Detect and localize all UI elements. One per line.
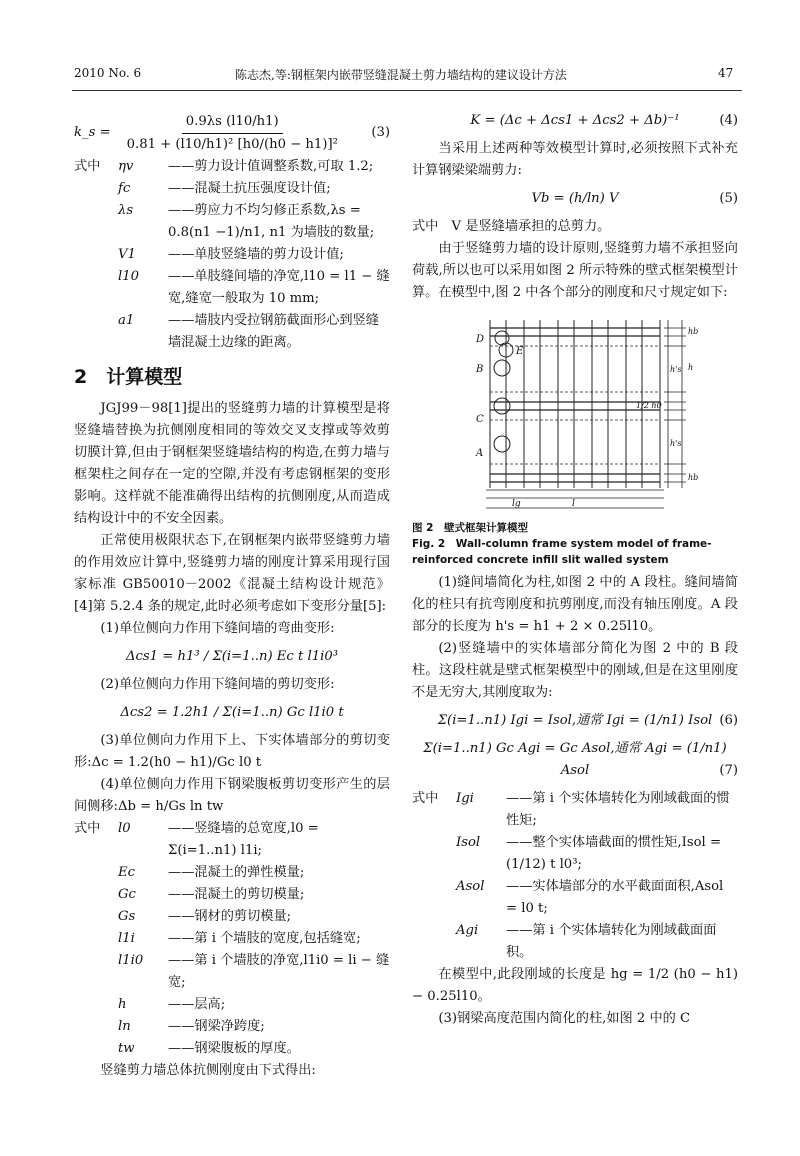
eq7-number: (7) bbox=[719, 763, 738, 778]
paragraph-column-B: (2)竖缝墙中的实体墙部分简化为图 2 中的 B 段柱。这段柱就是壁式框架模型中的刚域,但是在这里刚度不是无穷大,其刚度取为: bbox=[412, 641, 738, 700]
wall-column-frame-diagram bbox=[412, 310, 738, 520]
eq3-denominator: 0.81 + (l10/h1)² [h0/(h0 − h1)]² bbox=[126, 136, 338, 152]
eq3-number: (3) bbox=[371, 125, 390, 140]
definition-sym: Gs bbox=[118, 909, 136, 924]
figure-2 bbox=[412, 310, 738, 520]
dim-hb-bottom: hb bbox=[688, 473, 699, 482]
journal-issue: 2010 No. 6 bbox=[74, 66, 142, 80]
definition-sym: ln bbox=[118, 1019, 131, 1034]
definitions-list-1 bbox=[74, 156, 390, 354]
section-title: 计算模型 bbox=[106, 366, 183, 388]
definition-text: ——第 i 个墙肢的宽度,包括缝宽; bbox=[168, 931, 361, 946]
definition-item bbox=[74, 818, 390, 862]
dim-lg: lg bbox=[512, 499, 521, 509]
definition-sym: Asol bbox=[456, 879, 485, 894]
definition-text: ——第 i 个实体墙转化为刚域截面的惯性矩; bbox=[506, 791, 730, 828]
definition-label bbox=[412, 920, 456, 964]
definition-text: ——层高; bbox=[168, 997, 226, 1012]
definition-sym: Igi bbox=[456, 791, 474, 806]
definition-item bbox=[74, 906, 390, 928]
definitions-list-3 bbox=[412, 788, 738, 964]
definition-label bbox=[74, 178, 118, 200]
definition-label bbox=[74, 244, 118, 266]
definition-item bbox=[74, 310, 390, 354]
equation-5 bbox=[412, 188, 738, 210]
paragraph-model-intro: JGJ99－98[1]提出的竖缝剪力墙的计算模型是将竖缝墙替换为抗侧刚度相同的等效交叉支撑或等效剪切膜计算,但由于钢框架竖缝墙结构的构造,在剪力墙与框架柱之间存在一定的空隙,并没有考虑钢框架的变形影响。这样就不能准确得出结构的抗侧刚度,从而造成结构设计中的不安全因素。 bbox=[74, 401, 390, 526]
definition-text: ——竖缝墙的总宽度,l0 = Σ(i=1..n1) l1i; bbox=[168, 821, 319, 858]
definition-sym: Isol bbox=[456, 835, 481, 850]
definition-label bbox=[74, 950, 118, 994]
figure-caption-en: Fig. 2 Wall-column frame system model of frame-reinforced concrete infill slit walled system bbox=[412, 538, 712, 566]
paragraph-total-stiffness: 竖缝剪力墙总体抗侧刚度由下式得出: bbox=[100, 1063, 316, 1078]
definition-sym: l10 bbox=[118, 269, 139, 284]
eq3-fraction bbox=[123, 111, 342, 156]
page-number: 47 bbox=[718, 66, 734, 80]
label-B: B bbox=[476, 364, 484, 375]
eq3-numerator: 0.9λs (l10/h1) bbox=[182, 111, 283, 134]
definition-label bbox=[74, 862, 118, 884]
running-title: 陈志杰,等:钢框架内嵌带竖缝混凝土剪力墙结构的建议设计方法 bbox=[235, 68, 567, 82]
dim-hb-top: hb bbox=[688, 327, 699, 336]
definition-label: 式中 bbox=[74, 821, 101, 836]
definition-sym: fc bbox=[118, 181, 131, 196]
definition-item bbox=[74, 928, 390, 950]
definition-sym: tw bbox=[118, 1041, 135, 1056]
paragraph-deformation-components: 正常使用极限状态下,在钢框架内嵌带竖缝剪力墙的作用效应计算中,竖缝剪力墙的刚度计算采用现行国家标准 GB50010－2002《混凝土结构设计规范》[4]第 5.2.4 条的规定,此时必须考虑如下变形分量[5]: bbox=[74, 533, 390, 614]
equation-6 bbox=[412, 710, 738, 732]
section-heading bbox=[74, 366, 390, 388]
item-bending-deformation: (1)单位侧向力作用下缝间墙的弯曲变形: bbox=[100, 621, 335, 636]
paragraph-column-C: (3)钢梁高度范围内简化的柱,如图 2 中的 C bbox=[438, 1011, 691, 1026]
left-column bbox=[74, 110, 390, 1082]
equation-4 bbox=[412, 110, 738, 132]
definition-sym: Ec bbox=[118, 865, 136, 880]
definition-label bbox=[74, 928, 118, 950]
definition-label bbox=[412, 832, 456, 876]
header-rule bbox=[72, 90, 742, 91]
definition-sym: l1i bbox=[118, 931, 135, 946]
definition-text: ——钢梁净跨度; bbox=[168, 1019, 265, 1034]
paragraph-rigid-length: 在模型中,此段刚域的长度是 hg = 1/2 (h0 − h1) − 0.25l10。 bbox=[412, 967, 738, 1004]
equation-cs1: Δcs1 = h1³ / Σ(i=1..n) Ec t l1i0³ bbox=[125, 649, 339, 664]
definition-label: 式中 bbox=[412, 791, 439, 806]
section-number: 2 bbox=[74, 366, 88, 388]
definition-label bbox=[74, 1016, 118, 1038]
item-shear-deformation: (2)单位侧向力作用下缝间墙的剪切变形: bbox=[100, 677, 335, 692]
definition-item bbox=[74, 244, 390, 266]
equation-7 bbox=[412, 738, 738, 782]
definition-sym: Gc bbox=[118, 887, 136, 902]
eq6-body: Σ(i=1..n1) Igi = Isol,通常 Igi = (1/n1) Isol bbox=[437, 713, 713, 728]
dim-hs-lower: h's bbox=[670, 439, 682, 448]
right-column bbox=[412, 104, 738, 1030]
definition-label bbox=[74, 906, 118, 928]
definition-item bbox=[74, 884, 390, 906]
dim-hs-upper: h's bbox=[670, 365, 682, 374]
eq5-number: (5) bbox=[719, 191, 738, 206]
definition-text: ——单肢竖缝墙的剪力设计值; bbox=[168, 247, 344, 262]
definition-label bbox=[412, 876, 456, 920]
paragraph-total-shear: 式中 V 是竖缝墙承担的总剪力。 bbox=[412, 219, 611, 234]
eq7-body: Σ(i=1..n1) Gc Agi = Gc Asol,通常 Agi = (1/n1) Asol bbox=[423, 741, 727, 778]
definition-text: ——整个实体墙截面的惯性矩,Isol = (1/12) t l0³; bbox=[506, 835, 722, 872]
label-C: C bbox=[476, 414, 484, 425]
definition-text: ——混凝土的剪切模量; bbox=[168, 887, 305, 902]
eq6-number: (6) bbox=[719, 713, 738, 728]
definition-sym: l1i0 bbox=[118, 953, 144, 968]
definition-label: 式中 bbox=[74, 159, 101, 174]
definition-sym: l0 bbox=[118, 821, 131, 836]
region-markers bbox=[494, 331, 513, 452]
dim-h: h bbox=[688, 363, 694, 372]
definition-text: ——剪应力不均匀修正系数,λs = 0.8(n1 −1)/n1, n1 为墙肢的数量; bbox=[168, 203, 375, 240]
item-solid-wall-shear: (3)单位侧向力作用下上、下实体墙部分的剪切变形:Δc = 1.2(h0 − h1)/Gc l0 t bbox=[74, 733, 390, 770]
definition-item bbox=[74, 950, 390, 994]
definition-text: ——墙肢内受拉钢筋截面形心到竖缝墙混凝土边缘的距离。 bbox=[168, 313, 379, 350]
dim-l: l bbox=[572, 499, 575, 509]
definition-label bbox=[74, 200, 118, 244]
definition-item bbox=[74, 994, 390, 1016]
definition-item bbox=[74, 156, 390, 178]
definition-item bbox=[412, 920, 738, 964]
definition-sym: a1 bbox=[118, 313, 135, 328]
eq5-body: Vb = (h/ln) V bbox=[531, 191, 619, 206]
definition-item bbox=[412, 788, 738, 832]
definition-text: ——第 i 个实体墙转化为刚域截面面积。 bbox=[506, 923, 717, 960]
item-beam-web-shear: (4)单位侧向力作用下钢梁腹板剪切变形产生的层间侧移:Δb = h/Gs ln tw bbox=[74, 777, 390, 814]
definition-sym: h bbox=[118, 997, 127, 1012]
definition-sym: Agi bbox=[456, 923, 479, 938]
definition-sym: ηv bbox=[118, 159, 134, 174]
eq3-lhs: k_s = bbox=[74, 125, 111, 140]
label-A: A bbox=[476, 448, 484, 459]
definition-item bbox=[74, 178, 390, 200]
paragraph-column-A: (1)缝间墙简化为柱,如图 2 中的 A 段柱。缝间墙简化的柱只有抗弯刚度和抗剪刚度,而没有轴压刚度。A 段部分的长度为 h's = h1 + 2 × 0.25l10。 bbox=[412, 575, 738, 634]
definition-text: ——钢材的剪切模量; bbox=[168, 909, 292, 924]
definition-item bbox=[74, 200, 390, 244]
definition-item bbox=[74, 1038, 390, 1060]
definition-text: ——混凝土的弹性模量; bbox=[168, 865, 305, 880]
definition-sym: λs bbox=[118, 203, 134, 218]
equation-cs2: Δcs2 = 1.2h1 / Σ(i=1..n) Gc l1i0 t bbox=[120, 705, 344, 720]
definition-item bbox=[412, 876, 738, 920]
definition-label bbox=[74, 994, 118, 1016]
definition-item bbox=[74, 266, 390, 310]
definition-label bbox=[74, 310, 118, 354]
definition-label bbox=[74, 884, 118, 906]
label-E: E bbox=[516, 346, 524, 357]
equation-3 bbox=[74, 110, 390, 156]
definition-text: ——剪力设计值调整系数,可取 1.2; bbox=[168, 159, 374, 174]
figure-caption-cn: 图 2 壁式框架计算模型 bbox=[412, 522, 528, 534]
definition-text: ——单肢缝间墙的净宽,l10 = l1 − 缝宽,缝宽一般取为 10 mm; bbox=[168, 269, 390, 306]
definition-text: ——第 i 个墙肢的净宽,l1i0 = li − 缝宽; bbox=[168, 953, 390, 990]
paragraph-wall-frame-model: 由于竖缝剪力墙的设计原则,竖缝剪力墙不承担竖向荷载,所以也可以采用如图 2 所示特殊的壁式框架模型计算。在模型中,图 2 中各个部分的刚度和尺寸规定如下: bbox=[412, 241, 738, 300]
definition-text: ——钢梁腹板的厚度。 bbox=[168, 1041, 300, 1056]
definition-sym: V1 bbox=[118, 247, 136, 262]
definition-item bbox=[74, 1016, 390, 1038]
paragraph-beam-shear: 当采用上述两种等效模型计算时,必须按照下式补充计算钢梁梁端剪力: bbox=[412, 141, 738, 178]
definition-label bbox=[74, 266, 118, 310]
label-D: D bbox=[476, 334, 485, 345]
definitions-list-2 bbox=[74, 818, 390, 1060]
definition-text: ——混凝土抗压强度设计值; bbox=[168, 181, 331, 196]
dim-half-h0: 1/2 h0 bbox=[636, 401, 662, 410]
definition-text: ——实体墙部分的水平截面面积,Asol = l0 t; bbox=[506, 879, 724, 916]
eq4-number: (4) bbox=[719, 113, 738, 128]
eq4-body: K = (Δc + Δcs1 + Δcs2 + Δb)⁻¹ bbox=[470, 113, 680, 128]
definition-item bbox=[412, 832, 738, 876]
definition-item bbox=[74, 862, 390, 884]
definition-label bbox=[74, 1038, 118, 1060]
